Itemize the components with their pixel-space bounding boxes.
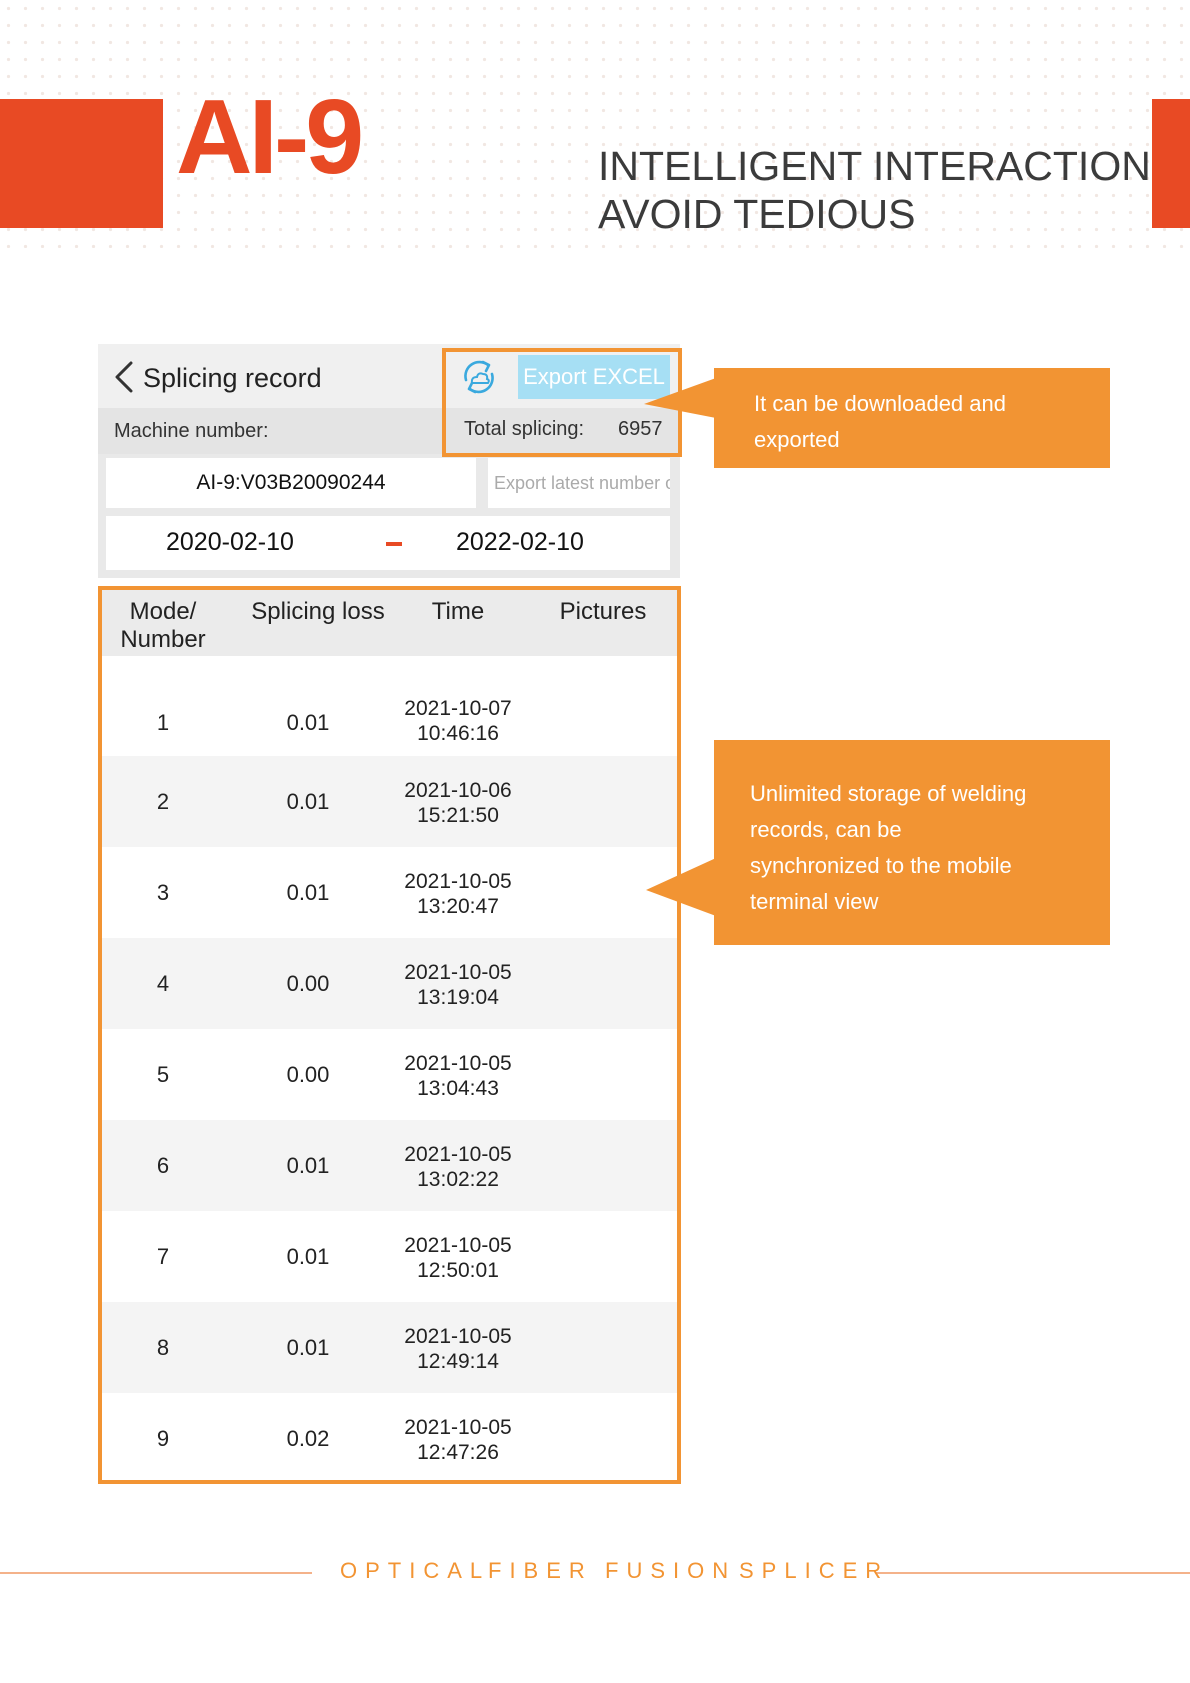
back-chevron-icon[interactable] [112, 360, 136, 394]
column-header-loss: Splicing loss [251, 598, 385, 625]
row-clock: 15:21:50 [417, 804, 499, 827]
row-number: 5 [156, 1062, 170, 1087]
row-splicing-loss: 0.00 [286, 1062, 330, 1087]
callout-storage-line-1: Unlimited storage of welding [750, 781, 1027, 806]
row-date: 2021-10-05 [404, 1143, 512, 1166]
callout-storage [714, 740, 1110, 945]
tagline [598, 142, 1158, 238]
row-clock: 12:50:01 [417, 1259, 499, 1282]
row-number: 2 [156, 789, 170, 814]
row-clock: 13:04:43 [417, 1077, 499, 1100]
row-number: 4 [156, 971, 170, 996]
header-accent-block-left [0, 99, 163, 228]
callout-storage-line-2: records, can be [750, 817, 902, 842]
row-number: 8 [156, 1335, 170, 1360]
row-date: 2021-10-06 [404, 779, 512, 802]
date-range-picker[interactable] [106, 516, 670, 570]
callout-pointer-storage [646, 858, 716, 916]
row-date: 2021-10-07 [404, 697, 512, 720]
footer-rule-left [0, 1572, 312, 1574]
row-splicing-loss: 0.01 [286, 1244, 330, 1269]
callout-storage-line-4: terminal view [750, 889, 879, 914]
column-header-mode-line-1: Mode/ [129, 598, 197, 625]
callout-export [714, 368, 1110, 468]
column-header-mode-line-2: Number [120, 626, 206, 653]
row-splicing-loss: 0.01 [286, 1335, 330, 1360]
row-splicing-loss: 0.01 [286, 1153, 330, 1178]
row-number: 9 [156, 1426, 170, 1451]
row-splicing-loss: 0.01 [286, 789, 330, 814]
footer-word-splicer: SPLICER [739, 1558, 890, 1583]
tagline-line-1: INTELLIGENT INTERACTION [598, 143, 1151, 189]
export-excel-button[interactable]: Export EXCEL [518, 355, 670, 399]
column-header-time: Time [431, 598, 485, 625]
total-splicing-value: 6957 [618, 418, 663, 440]
row-clock: 13:19:04 [417, 986, 499, 1009]
row-number: 6 [156, 1153, 170, 1178]
row-splicing-loss: 0.01 [286, 710, 330, 735]
column-header-pictures: Pictures [559, 598, 647, 625]
brand-logo: AI-9 [176, 78, 361, 196]
footer-rule-right [876, 1572, 1190, 1574]
machine-number-field[interactable]: AI-9:V03B20090244 [106, 458, 476, 508]
footer-word-optical: OPTICAL [340, 1558, 491, 1583]
row-clock: 12:49:14 [417, 1350, 499, 1373]
row-clock: 12:47:26 [417, 1441, 499, 1464]
row-date: 2021-10-05 [404, 1234, 512, 1257]
tagline-line-2: AVOID TEDIOUS [598, 191, 916, 237]
row-splicing-loss: 0.00 [286, 971, 330, 996]
callout-storage-line-3: synchronized to the mobile [750, 853, 1012, 878]
machine-number-label: Machine number: [114, 420, 269, 442]
callout-export-line-2: exported [754, 427, 840, 452]
date-start[interactable]: 2020-02-10 [166, 528, 294, 556]
row-clock: 13:20:47 [417, 895, 499, 918]
date-range-panel [98, 516, 680, 578]
date-end[interactable]: 2022-02-10 [456, 528, 584, 556]
row-date: 2021-10-05 [404, 870, 512, 893]
row-number: 3 [156, 880, 170, 905]
footer-word-fusion: FUSION [605, 1558, 737, 1583]
row-splicing-loss: 0.01 [286, 880, 330, 905]
row-date: 2021-10-05 [404, 1052, 512, 1075]
date-range-separator [386, 542, 402, 546]
row-date: 2021-10-05 [404, 961, 512, 984]
row-date: 2021-10-05 [404, 1325, 512, 1348]
callout-pointer-export [644, 378, 716, 418]
row-date: 2021-10-05 [404, 1416, 512, 1439]
table-highlight-frame [98, 586, 681, 1484]
total-splicing-label: Total splicing: [464, 418, 585, 440]
machine-number-panel [98, 454, 680, 516]
callout-export-line-1: It can be downloaded and [754, 391, 1006, 416]
row-splicing-loss: 0.02 [286, 1426, 330, 1451]
row-number: 1 [156, 710, 170, 735]
row-clock: 13:02:22 [417, 1168, 499, 1191]
footer-word-fiber: FIBER [488, 1558, 593, 1583]
page-title: Splicing record [143, 363, 322, 393]
row-number: 7 [156, 1244, 170, 1269]
export-latest-number-input[interactable] [488, 458, 670, 508]
row-clock: 10:46:16 [417, 722, 499, 745]
